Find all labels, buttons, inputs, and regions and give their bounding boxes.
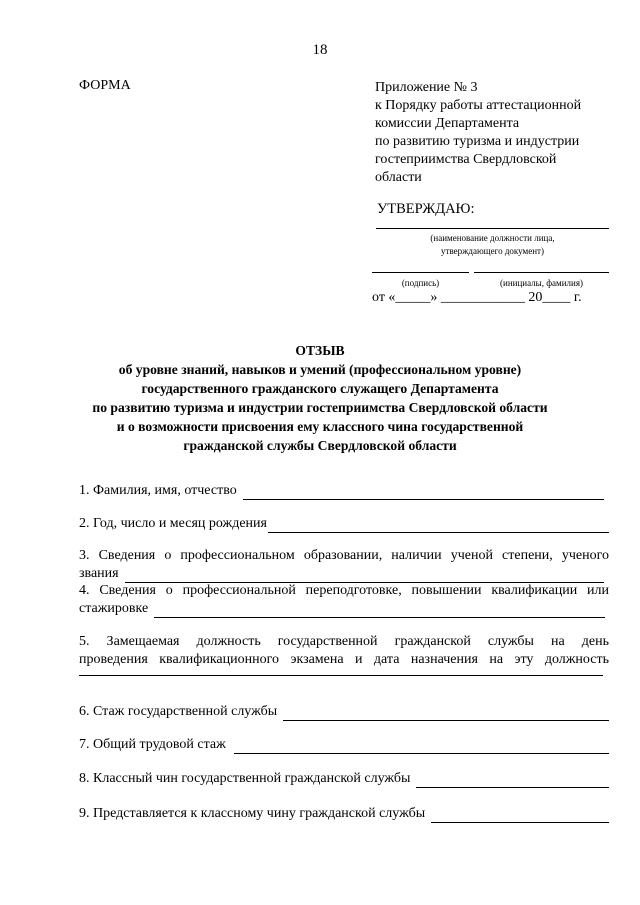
field-full-name: [79, 482, 609, 500]
title-line: об уровне знаний, навыков и умений (профессиональном уровне): [118, 362, 522, 377]
field-label: 5. Замещаемая должность государственной гражданской службы на день: [79, 634, 609, 649]
retraining-input-line[interactable]: [154, 604, 605, 618]
education-input-line[interactable]: [125, 569, 604, 583]
appendix-line: к Порядку работы аттестационной: [375, 98, 582, 113]
title-heading: ОТЗЫВ: [295, 343, 345, 358]
appendix-line: области: [375, 170, 422, 185]
form-label: ФОРМА: [79, 78, 131, 93]
field-label-cont: стажировке: [79, 601, 149, 616]
field-civil-service-experience: [79, 703, 609, 721]
proposed-rank-input-line[interactable]: [431, 809, 609, 823]
signature-caption: (подпись): [401, 278, 440, 288]
title-line: и о возможности присвоения ему классного чина государственной: [116, 419, 524, 434]
field-birth-date: [79, 515, 609, 533]
field-label: 1. Фамилия, имя, отчество: [79, 483, 237, 498]
field-total-experience: [79, 736, 609, 754]
document-title: [40, 341, 600, 455]
position-caption-1: (наименование должности лица,: [430, 233, 555, 243]
appendix-line: гостеприимства Свердловской: [375, 152, 557, 167]
field-label: 2. Год, число и месяц рождения: [79, 516, 267, 531]
initials-caption: (инициалы, фамилия): [500, 278, 583, 288]
field-position: [79, 633, 609, 676]
field-class-rank: [79, 770, 609, 788]
civil-service-experience-input-line[interactable]: [283, 707, 609, 721]
total-experience-input-line[interactable]: [234, 740, 609, 754]
position-caption-2: утверждающего документ): [441, 246, 544, 256]
appendix-line: Приложение № 3: [375, 80, 478, 95]
field-label: 7. Общий трудовой стаж: [79, 737, 226, 752]
field-label-cont: проведения квалификационного экзамена и дата назначения на эту должность: [79, 652, 609, 667]
appendix-line: по развитию туризма и индустрии: [375, 134, 580, 149]
field-label: 8. Классный чин государственной гражданской службы: [79, 771, 411, 786]
field-label-cont: звания: [79, 566, 119, 581]
appendix-block: [375, 79, 605, 187]
field-retraining: [79, 582, 609, 618]
page-number: 18: [312, 42, 328, 58]
birth-date-input-line[interactable]: [268, 519, 609, 533]
field-label: 4. Сведения о профессиональной переподготовке, повышении квалификации или: [79, 583, 609, 598]
appendix-line: комиссии Департамента: [375, 116, 520, 131]
field-label: 3. Сведения о профессиональном образовании, наличии ученой степени, ученого: [79, 548, 609, 563]
field-label: 6. Стаж государственной службы: [79, 704, 278, 719]
field-proposed-rank: [79, 805, 609, 823]
field-label: 9. Представляется к классному чину гражданской службы: [79, 806, 426, 821]
position-line: [376, 228, 609, 229]
signature-line: [372, 272, 469, 273]
title-line: государственного гражданского служащего Департамента: [141, 381, 499, 396]
field-education: [79, 547, 609, 583]
class-rank-input-line[interactable]: [416, 774, 609, 788]
position-input-line[interactable]: [79, 669, 603, 676]
title-line: по развитию туризма и индустрии гостеприимства Свердловской области: [92, 400, 548, 415]
approval-date-line: от «_____» ____________ 20____ г.: [372, 290, 582, 305]
title-line: гражданской службы Свердловской области: [183, 438, 457, 453]
approval-heading: УТВЕРЖДАЮ:: [377, 201, 475, 217]
initials-line: [474, 272, 609, 273]
full-name-input-line[interactable]: [243, 486, 604, 500]
